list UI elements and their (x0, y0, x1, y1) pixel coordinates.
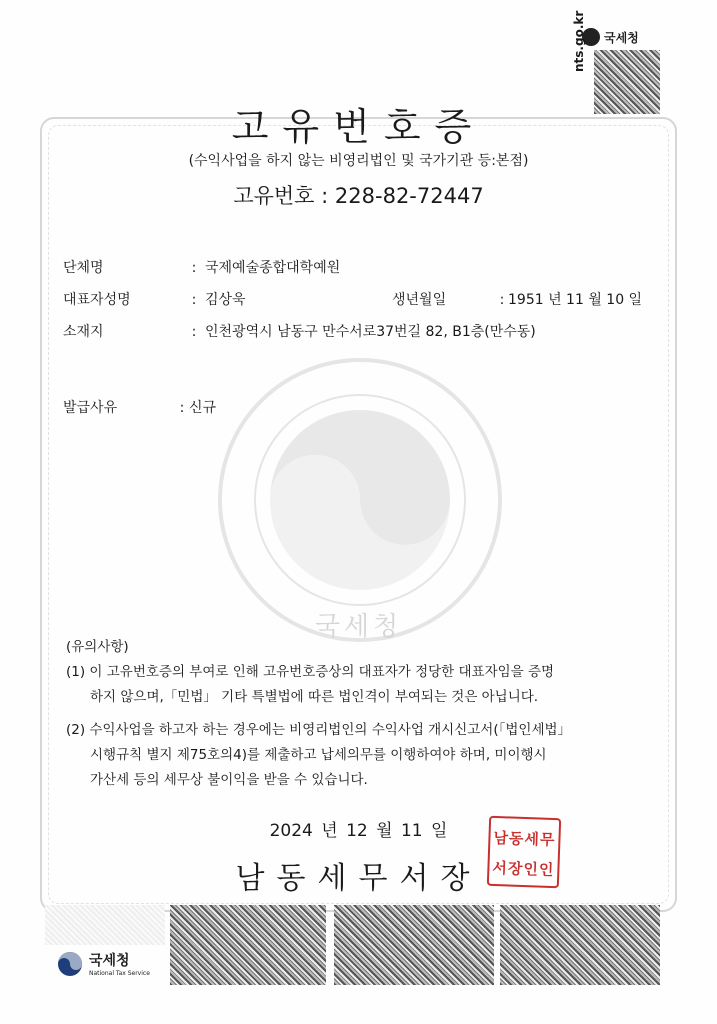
nts-logo-icon (57, 951, 83, 977)
address-row: 소재지 : 인천광역시 남동구 만수서로37번길 82, B1층(만수동) (63, 321, 536, 341)
registration-number-label: 고유번호 (233, 184, 315, 208)
note-1-line-1: (1) 이 고유번호증의 부여로 인해 고유번호증상의 대표자가 정당한 대표자임을 증명 (66, 664, 555, 680)
issue-reason-label: 발급사유 (63, 400, 118, 416)
address-value: 인천광역시 남동구 만수서로37번길 82, B1층(만수동) (205, 324, 536, 340)
nts-url-vertical: nts.go.kr (572, 10, 586, 72)
notes-heading: (유의사항) (66, 639, 129, 655)
registration-number-value: 228-82-72447 (334, 184, 484, 208)
issue-reason-row: 발급사유 : 신규 (63, 397, 216, 417)
document-subtitle: (수익사업을 하지 않는 비영리법인 및 국가기관 등:본점) (188, 153, 529, 169)
representative-label: 대표자성명 (63, 292, 131, 308)
seal-line-1: 남동세무 (493, 828, 556, 850)
issuing-office: 남동세무서장 (235, 861, 482, 896)
entity-name-label: 단체명 (63, 260, 104, 276)
security-strip-1 (170, 905, 326, 985)
note-1-line-2: 하지 않으며,「민법」 기타 특별법에 따른 법인격이 부여되는 것은 아닙니다. (90, 689, 539, 705)
security-strip-3 (500, 905, 660, 985)
birth-date-value: 1951 년 11 월 10 일 (508, 292, 643, 308)
entity-name-row: 단체명 : 국제예술종합대학예원 (63, 257, 340, 277)
birth-date-row: 생년월일 : 1951 년 11 월 10 일 (392, 289, 642, 309)
representative-value: 김상욱 (205, 292, 246, 308)
note-2-line-2: 시행규칙 별지 제75호의4)를 제출하고 납세의무를 이행하여야 하며, 미이행시 (90, 747, 547, 763)
registration-number-line: 고유번호 : 228-82-72447 (233, 184, 484, 208)
official-seal (487, 816, 561, 888)
issue-reason-value: 신규 (189, 400, 217, 416)
security-strip-2 (334, 905, 494, 985)
entity-name-value: 국제예술종합대학예원 (205, 260, 341, 276)
representative-row: 대표자성명 : 김상욱 (63, 289, 246, 309)
nts-header-name: 국세청 (604, 30, 639, 45)
address-label: 소재지 (63, 324, 104, 340)
note-2-line-3: 가산세 등의 세무상 불이익을 받을 수 있습니다. (90, 772, 368, 788)
national-tax-service-emblem-icon (215, 355, 505, 645)
seal-line-2: 서장인인 (492, 858, 555, 880)
nts-footer-logo (57, 950, 150, 977)
nts-logo-english: National Tax Service (89, 970, 150, 977)
note-2-line-1: (2) 수익사업을 하고자 하는 경우에는 비영리법인의 수익사업 개시신고서(「법인세법」 (66, 722, 572, 738)
watermark-emblem-text: 국세청 (314, 612, 403, 642)
notes-section (66, 635, 571, 793)
security-strip-faint (45, 905, 165, 945)
issue-date: 2024 년 12 월 11 일 (269, 821, 448, 841)
nts-logo-korean: 국세청 (89, 953, 130, 969)
birth-date-label: 생년월일 (392, 292, 447, 308)
document-title: 고유번호증 (231, 105, 486, 149)
